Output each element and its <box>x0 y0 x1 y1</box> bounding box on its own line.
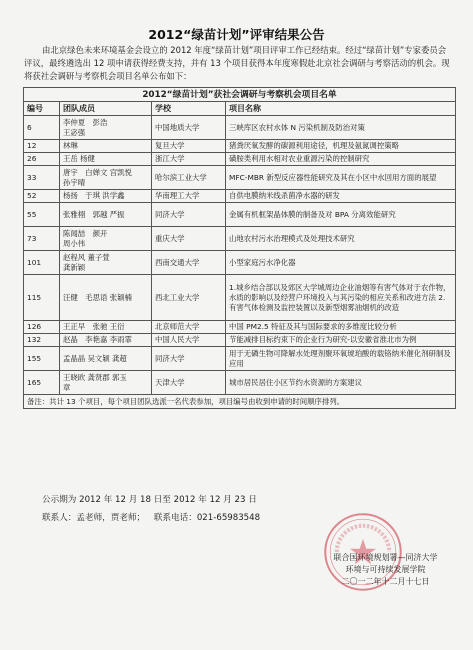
cell-no: 33 <box>24 166 60 190</box>
cell-school: 中国人民大学 <box>152 334 226 347</box>
cell-school: 同济大学 <box>152 203 226 227</box>
cell-members: 杨扬 于琪 洪学鑫 <box>60 190 152 203</box>
cell-project: 自供电膜纳米线杀菌净水器的研发 <box>226 190 456 203</box>
table-row <box>24 153 456 166</box>
cell-school: 复旦大学 <box>152 140 226 153</box>
header-no: 编号 <box>24 102 60 116</box>
results-table <box>23 87 456 409</box>
cell-members: 唐宇 白婵文 宫凯悦 孙宇晴 <box>60 166 152 190</box>
cell-project: 用于无磷生物可降解水处理剂聚环氧琥珀酸的载铬纳米催化剂研制及应用 <box>226 347 456 371</box>
issuer-block <box>308 552 463 588</box>
table-row <box>24 227 456 251</box>
cell-school: 华南理工大学 <box>152 190 226 203</box>
cell-project: 小型家庭污水净化器 <box>226 251 456 275</box>
cell-project: 山地农村污水治理模式及处理技术研究 <box>226 227 456 251</box>
cell-project: 1.城乡结合部以及郊区大学城周边企业油烟等有害气体对于农作物，水质的影响以及经营户环境投入与其污染的相应关系和改进方法 2.有害气体检测及监控装置以及新型烟雾油烟机的改造 <box>226 275 456 321</box>
cell-no: 155 <box>24 347 60 371</box>
cell-school: 北京师范大学 <box>152 321 226 334</box>
table-note-row <box>24 395 456 409</box>
cell-project: 城市居民居住小区节约水资源的方案建议 <box>226 371 456 395</box>
cell-members: 赵程风 董子萱 龚新颖 <box>60 251 152 275</box>
contact-people: 联系人：孟老师，贾老师； <box>42 513 146 523</box>
cell-no: 6 <box>24 116 60 140</box>
cell-members: 孟晶晶 吴文颖 龚超 <box>60 347 152 371</box>
cell-project: MFC-MBR 新型反应器性能研究及其在小区中水回用方面的展望 <box>226 166 456 190</box>
cell-project: 中国 PM2.5 特征及其与国际要求的多维度比较分析 <box>226 321 456 334</box>
cell-project: 节能减排目标约束下的企业行为研究-以安徽省淮北市为例 <box>226 334 456 347</box>
table-row <box>24 203 456 227</box>
cell-members: 林琳 <box>60 140 152 153</box>
table-row <box>24 190 456 203</box>
cell-school: 西南交通大学 <box>152 251 226 275</box>
cell-no: 165 <box>24 371 60 395</box>
cell-no: 132 <box>24 334 60 347</box>
cell-school: 重庆大学 <box>152 227 226 251</box>
issuer-line-1: 联合国环境规划署—同济大学 <box>333 553 438 562</box>
cell-school: 浙江大学 <box>152 153 226 166</box>
table-row <box>24 116 456 140</box>
table-row <box>24 347 456 371</box>
cell-no: 55 <box>24 203 60 227</box>
cell-members: 汪健 毛思语 张颖楠 <box>60 275 152 321</box>
table-row <box>24 140 456 153</box>
cell-no: 73 <box>24 227 60 251</box>
header-school: 学校 <box>152 102 226 116</box>
cell-members: 李仲夏 彭浩 王宓强 <box>60 116 152 140</box>
table-header-row <box>24 102 456 116</box>
issuer-line-2: 环境与可持续发展学院 <box>345 565 426 574</box>
cell-school: 中国地质大学 <box>152 116 226 140</box>
cell-school: 西北工业大学 <box>152 275 226 321</box>
cell-members: 王晓欧 龚贤郡 郭玉 章 <box>60 371 152 395</box>
cell-project: 三峡库区农村水体 N 污染机制及防治对策 <box>226 116 456 140</box>
cell-no: 115 <box>24 275 60 321</box>
cell-project: 磺胺类利用水相对农业重源污染的控制研究 <box>226 153 456 166</box>
issue-date: 二〇一二年十二月十七日 <box>341 577 430 586</box>
table-caption: 2012“绿苗计划”获社会调研与考察机会项目名单 <box>24 88 456 102</box>
table-row <box>24 166 456 190</box>
contact-info <box>42 511 266 523</box>
cell-no: 12 <box>24 140 60 153</box>
cell-members: 陈闻喆 颜开 周小伟 <box>60 227 152 251</box>
table-row <box>24 251 456 275</box>
cell-project: 猪粪厌氧发酵的碳源利用途径，机理及氨氮调控策略 <box>226 140 456 153</box>
cell-project: 金属有机框架晶体膜的制备及对 BPA 分离效能研究 <box>226 203 456 227</box>
cell-members: 王岳 杨健 <box>60 153 152 166</box>
table-note: 备注：共计 13 个项目，每个项目团队选派一名代表参加，项目编号由收到申请的时间顺序排列。 <box>24 395 456 409</box>
contact-phone: 联系电话：021-65983548 <box>153 513 261 523</box>
table-row <box>24 275 456 321</box>
table-row <box>24 321 456 334</box>
cell-school: 同济大学 <box>152 347 226 371</box>
cell-no: 101 <box>24 251 60 275</box>
cell-school: 哈尔滨工业大学 <box>152 166 226 190</box>
cell-members: 张雅栩 郭越 严振 <box>60 203 152 227</box>
cell-members: 王正早 张驰 王衍 <box>60 321 152 334</box>
cell-no: 126 <box>24 321 60 334</box>
table-row <box>24 334 456 347</box>
cell-members: 赵晶 李艳嘉 李雨霏 <box>60 334 152 347</box>
page-title: 2012“绿苗计划”评审结果公告 <box>148 27 325 42</box>
table-row <box>24 371 456 395</box>
publicity-period: 公示期为 2012 年 12 月 18 日至 2012 年 12 月 23 日 <box>42 495 257 505</box>
cell-no: 52 <box>24 190 60 203</box>
header-project: 项目名称 <box>226 102 456 116</box>
cell-school: 天津大学 <box>152 371 226 395</box>
intro-paragraph: 由北京绿色未来环境基金会设立的 2012 年度“绿苗计划”项目评审工作已经结束。经过“绿苗计划”专家委员会评议，最终遴选出 12 项申请获得经费支持，并有 13 个项目获得本年度寒假赴北京社会调研与考察活动的机会。现将获社会调研与考察机会项目名单公布如下： <box>24 45 450 81</box>
cell-no: 26 <box>24 153 60 166</box>
header-members: 团队成员 <box>60 102 152 116</box>
table-caption-row <box>24 88 456 102</box>
